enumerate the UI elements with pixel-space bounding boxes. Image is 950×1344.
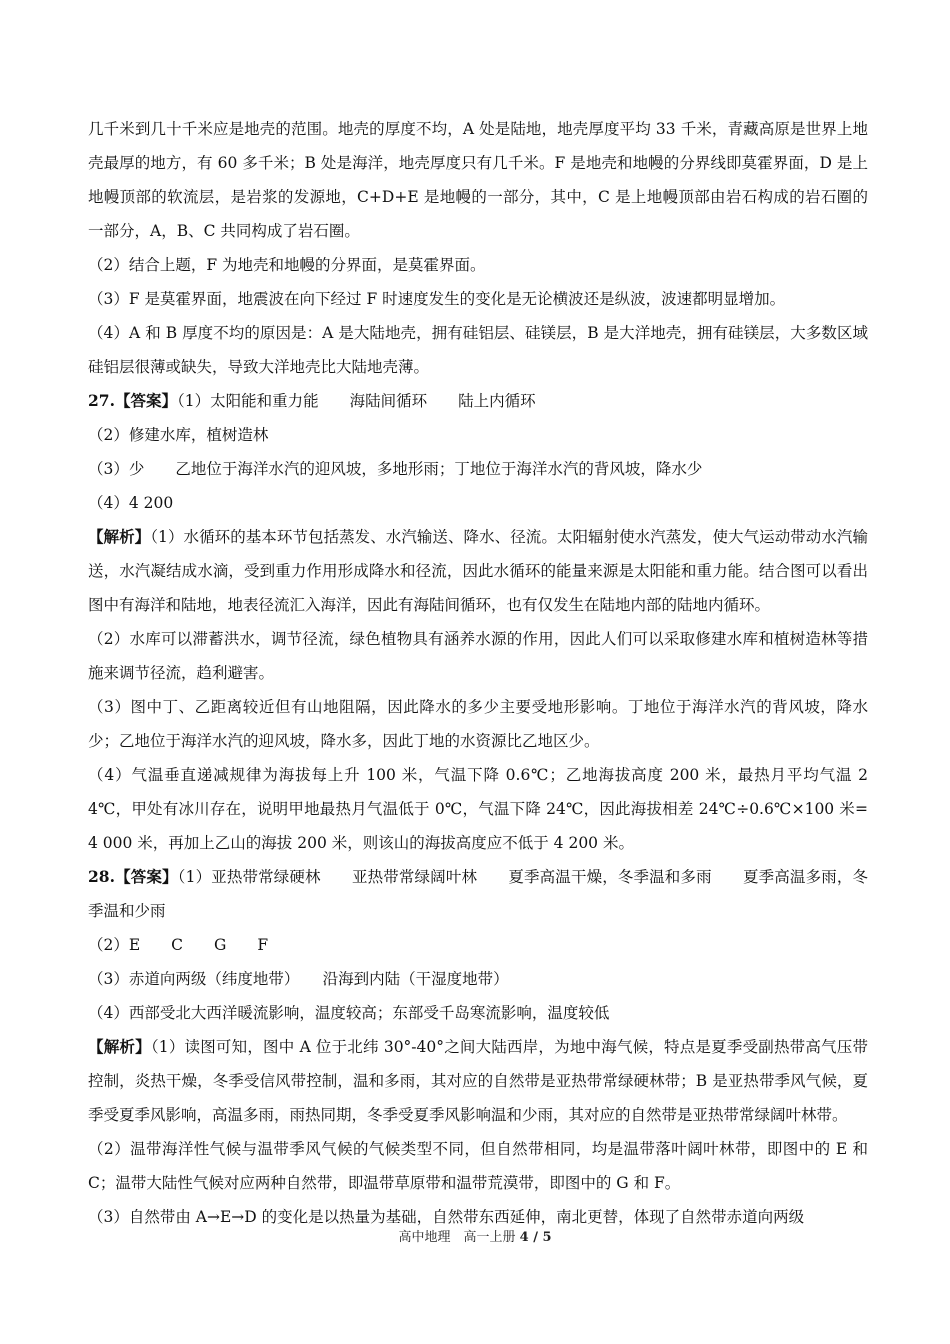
document-body: [88, 112, 873, 1234]
analysis-27: 【解析】（1）水循环的基本环节包括蒸发、水汽输送、降水、径流。太阳辐射使水汽蒸发，使大气运动带动水汽输送，水汽凝结成水滴，受到重力作用形成降水和径流，因此水循环的能量来源是太阳能和重力能。结合图可以看出图中有海洋和陆地，地表径流汇入海洋，因此有海陆间循环，也有仅发生在陆地内部的陆地内循环。: [88, 527, 868, 614]
analysis-28: 【解析】（1）读图可知，图中 A 位于北纬 30°-40°之间大陆西岸，为地中海气候，特点是夏季受副热带高气压带控制，炎热干燥，冬季受信风带控制，温和多雨，其对应的自然带是亚热带常绿硬林带；B 是亚热带季风气候，夏季受夏季风影响，高温多雨，雨热同期，冬季受夏季风影响温和少雨，其对应的自然带是亚热带常绿阔叶林带。: [88, 1037, 868, 1124]
paragraph: （2）结合上题，F 为地壳和地幔的分界面，是莫霍界面。: [88, 256, 486, 274]
paragraph: （4）气温垂直递减规律为海拔每上升 100 米，气温下降 0.6℃；乙地海拔高度 200 米，最热月平均气温 24℃，甲处有冰川存在，说明甲地最热月气温低于 0℃，气温下降 24℃，因此海拔相差 24℃÷0.6℃×100 米=4 000 米，再加上乙山的海拔 200 米，则该山的海拔高度应不低于 4 200 米。: [88, 766, 868, 852]
paragraph: （2）修建水库，植树造林: [88, 426, 269, 444]
paragraph: （4）西部受北大西洋暖流影响，温度较高；东部受千岛寒流影响，温度较低: [88, 1004, 610, 1022]
analysis-label: 【解析】: [88, 527, 151, 546]
paragraph: （2）温带海洋性气候与温带季风气候的气候类型不同，但自然带相同，均是温带落叶阔叶林带，即图中的 E 和 C；温带大陆性气候对应两种自然带，即温带草原带和温带荒漠带，即图中的 G 和 F。: [88, 1140, 873, 1192]
paragraph: （2）水库可以滞蓄洪水，调节径流，绿色植物具有涵养水源的作用，因此人们可以采取修建水库和植树造林等措施来调节径流，趋利避害。: [88, 630, 868, 682]
page-footer: [0, 1226, 950, 1245]
paragraph: （3）图中丁、乙距离较近但有山地阻隔，因此降水的多少主要受地形影响。丁地位于海洋水汽的背风坡，降水少；乙地位于海洋水汽的迎风坡，降水多，因此丁地的水资源比乙地区少。: [88, 698, 868, 750]
page-number: 4: [519, 1230, 529, 1245]
paragraph: （3）少 乙地位于海洋水汽的迎风坡，多地形雨；丁地位于海洋水汽的背风坡，降水少: [88, 460, 703, 478]
analysis-label: 【解析】: [88, 1037, 151, 1056]
page-separator: /: [528, 1230, 543, 1245]
paragraph: （3）自然带由 A→E→D 的变化是以热量为基础，自然带东西延伸，南北更替，体现了自然带赤道向两级: [88, 1208, 805, 1226]
paragraph: （4）4 200: [88, 494, 174, 512]
paragraph: （2）E C G F: [88, 936, 269, 954]
answer-label: 27.【答案】: [88, 391, 177, 410]
footer-label: 高中地理 高一上册: [398, 1230, 516, 1245]
answer-label: 28.【答案】: [88, 867, 178, 886]
paragraph: （3）赤道向两级（纬度地带） 沿海到内陆（干湿度地带）: [88, 970, 509, 988]
paragraph: （3）F 是莫霍界面，地震波在向下经过 F 时速度发生的变化是无论横波还是纵波，波速都明显增加。: [88, 290, 786, 308]
answer-28: 28.【答案】（1）亚热带常绿硬林 亚热带常绿阔叶林 夏季高温干燥，冬季温和多雨 夏季高温多雨，冬季温和少雨: [88, 867, 868, 920]
page-total: 5: [542, 1230, 552, 1245]
answer-27: 27.【答案】（1）太阳能和重力能 海陆间循环 陆上内循环: [88, 391, 536, 410]
paragraph: 几千米到几十千米应是地壳的范围。地壳的厚度不均，A 处是陆地，地壳厚度平均 33 千米，青藏高原是世界上地壳最厚的地方，有 60 多千米；B 处是海洋，地壳厚度只有几千米。F 是地壳和地幔的分界线即莫霍界面，D 是上地幔顶部的软流层，是岩浆的发源地，C+D+E 是地幔的一部分，其中，C 是上地幔顶部由岩石构成的岩石圈的一部分，A，B、C 共同构成了岩石圈。: [88, 120, 868, 240]
paragraph: （4）A 和 B 厚度不均的原因是：A 是大陆地壳，拥有硅铝层、硅镁层，B 是大洋地壳，拥有硅镁层，大多数区域硅铝层很薄或缺失，导致大洋地壳比大陆地壳薄。: [88, 324, 868, 376]
